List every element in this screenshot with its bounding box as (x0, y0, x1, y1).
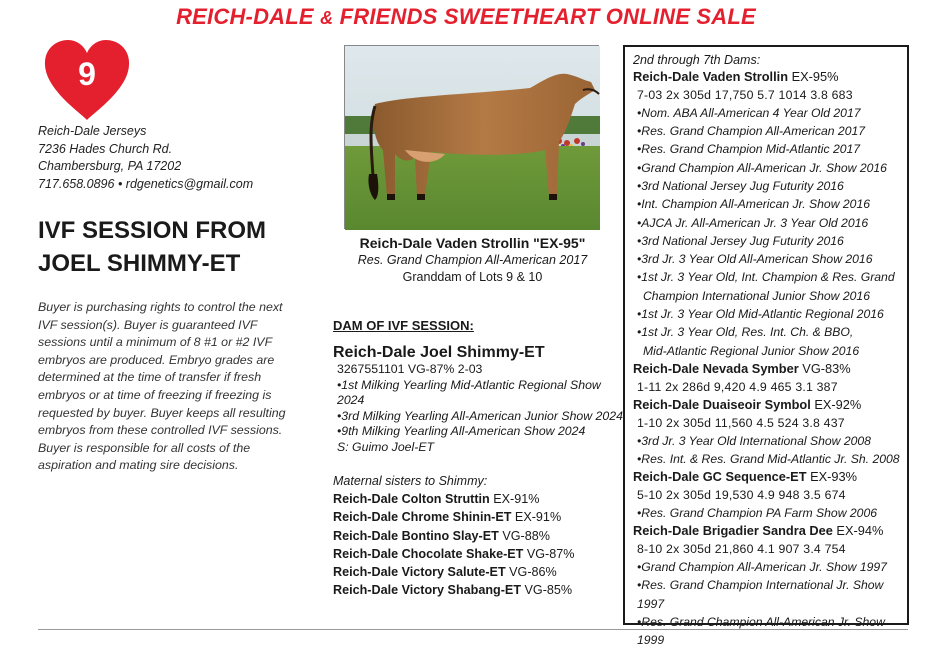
dam-name: Reich-Dale Joel Shimmy-ET (333, 344, 545, 361)
sister-item (333, 508, 623, 526)
dam-record: 7-03 2x 305d 17,750 5.7 1014 3.8 683 (637, 87, 853, 102)
sister-name: Reich-Dale Victory Salute-ET (333, 565, 506, 580)
sister-name: Reich-Dale Bontino Slay-ET (333, 528, 499, 543)
dam-award: •1st Jr. 3 Year Old, Res. Int. Ch. & BBO, (637, 325, 854, 340)
dam-section (333, 318, 628, 456)
dam-award: •Res. Grand Champion Mid-Atlantic 2017 (637, 142, 861, 157)
dam-score: VG-83% (798, 360, 851, 376)
sister-score: VG-85% (521, 583, 573, 598)
dam-award: •Grand Champion All-American Jr. Show 1997 (637, 560, 887, 575)
pedigree-dam-name (633, 360, 901, 378)
sister-item (333, 563, 623, 581)
dam-award: •9th Milking Yearling All-American Show 2024 (337, 424, 586, 439)
sister-item (333, 527, 623, 545)
dam-heading: DAM OF IVF SESSION: (333, 318, 474, 333)
sister-name: Reich-Dale Chrome Shinin-ET (333, 510, 512, 525)
dam-award: •1st Jr. 3 Year Old Mid-Atlantic Regional 2016 (637, 307, 884, 322)
lot-number-badge (42, 38, 132, 122)
sister-score: VG-88% (498, 528, 550, 543)
pedigree-dams-box (623, 45, 909, 648)
dam-name-text: Reich-Dale GC Sequence-ET (633, 469, 807, 485)
sale-title-amp: & (320, 8, 334, 28)
pedigree-dam-name (633, 396, 901, 414)
consignor-city: Chambersburg, PA 17202 (38, 159, 182, 173)
sale-title-part1: REICH-DALE (176, 4, 314, 29)
dam-award: •3rd Jr. 3 Year Old International Show 2008 (637, 433, 871, 448)
jersey-cow-image (345, 46, 600, 230)
dam-award: •Nom. ABA All-American 4 Year Old 2017 (637, 105, 861, 120)
dam-award: •3rd Milking Yearling All-American Junior Show 2024 (337, 408, 623, 423)
pedigree-dam-name (633, 522, 901, 540)
dam-name-text: Reich-Dale Duaiseoir Symbol (633, 396, 811, 412)
sister-name: Reich-Dale Colton Struttin (333, 492, 490, 507)
dam-award: •3rd National Jersey Jug Futurity 2016 (637, 178, 844, 193)
dam-record: 1-10 2x 305d 11,560 4.5 524 3.8 437 (637, 415, 845, 430)
sister-item (333, 490, 623, 508)
sale-title (0, 4, 932, 30)
dam-award: •1st Milking Yearling Mid-Atlantic Regional Show 2024 (337, 377, 601, 408)
cow-photo (344, 45, 599, 229)
dam-sire: S: Guimo Joel-ET (337, 439, 435, 454)
consignor-address: 7236 Hades Church Rd. (38, 141, 173, 156)
dam-award: •3rd National Jersey Jug Futurity 2016 (637, 233, 844, 248)
lot-title-line2: JOEL SHIMMY-ET (38, 250, 241, 277)
pedigree-dam-name (633, 68, 901, 86)
sister-name: Reich-Dale Chocolate Shake-ET (333, 546, 524, 561)
sister-item (333, 545, 623, 563)
dam-score: EX-92% (810, 396, 862, 412)
dam-award: •Res. Grand Champion PA Farm Show 2006 (637, 505, 877, 520)
consignor-phone-email: 717.658.0896 • rdgenetics@gmail.com (38, 176, 254, 191)
photo-caption-award: Res. Grand Champion All-American 2017 (357, 253, 588, 267)
lot-number: 9 (78, 56, 96, 92)
lot-title-line1: IVF SESSION FROM (38, 217, 267, 244)
sister-score: VG-87% (523, 546, 575, 561)
sister-item (333, 581, 623, 599)
dam-award: •Int. Champion All-American Jr. Show 2016 (637, 197, 870, 212)
dam-award-continued: Champion International Junior Show 2016 (643, 288, 870, 303)
sister-score: VG-86% (505, 565, 557, 580)
consignor-name: Reich-Dale Jerseys (38, 124, 147, 138)
sister-score: EX-91% (489, 492, 540, 507)
dam-record: 1-11 2x 286d 9,420 4.9 465 3.1 387 (637, 379, 838, 394)
photo-caption-name: Reich-Dale Vaden Strollin "EX-95" (359, 235, 586, 251)
dam-award-continued: Mid-Atlantic Regional Junior Show 2016 (643, 343, 860, 358)
dams-box-heading: 2nd through 7th Dams: (633, 53, 761, 67)
dam-award: •1st Jr. 3 Year Old, Int. Champion & Res. Grand (637, 270, 895, 285)
dam-award: •AJCA Jr. All-American Jr. 3 Year Old 2016 (637, 215, 869, 230)
sister-name: Reich-Dale Victory Shabang-ET (333, 583, 522, 598)
dam-name-text: Reich-Dale Vaden Strollin (633, 69, 789, 84)
dam-name-text: Reich-Dale Brigadier Sandra Dee (633, 523, 833, 539)
dam-id-line: 3267551101 VG-87% 2-03 (337, 362, 483, 376)
maternal-sisters (333, 472, 623, 599)
dam-award: •Res. Grand Champion All-American Jr. Show 1999 (637, 614, 885, 648)
sale-terms: Buyer is purchasing rights to control the next IVF session(s). Buyer is guaranteed IVF sessions until a minimum of 8 #1 or #2 IVF embryos are produced. Embryo grades are determined at the time of transfer if fresh embryos or at time of freezing if freezing is requested by buyer. Buyer keeps all resulting embryos from these controlled IVF sessions. Buyer is responsible for all costs of the aspiration and mating sire decisions. (38, 300, 286, 473)
dam-award: •Res. Int. & Res. Grand Mid-Atlantic Jr. Sh. 2008 (637, 451, 900, 466)
dam-award: •Grand Champion All-American Jr. Show 2016 (637, 160, 887, 175)
sale-title-part2: FRIENDS SWEETHEART ONLINE SALE (339, 4, 756, 29)
lot-title (38, 214, 266, 280)
consignor-contact (38, 123, 253, 193)
dam-award: •Res. Grand Champion International Jr. Show 1997 (637, 578, 884, 611)
dam-score: EX-93% (806, 469, 858, 485)
dam-name-text: Reich-Dale Nevada Symber (633, 360, 799, 376)
photo-caption (335, 235, 610, 286)
sister-score: EX-91% (511, 510, 562, 525)
dam-score: EX-95% (788, 69, 839, 84)
dam-award: •3rd Jr. 3 Year Old All-American Show 2016 (637, 252, 873, 267)
dam-record: 8-10 2x 305d 21,860 4.1 907 3.4 754 (637, 542, 846, 557)
pedigree-dam-name (633, 468, 901, 486)
bottom-divider (38, 629, 908, 630)
dam-record: 5-10 2x 305d 19,530 4.9 948 3.5 674 (637, 487, 846, 502)
dam-award: •Res. Grand Champion All-American 2017 (637, 124, 866, 139)
sisters-heading: Maternal sisters to Shimmy: (333, 474, 488, 488)
photo-caption-note: Granddam of Lots 9 & 10 (402, 270, 543, 284)
dam-score: EX-94% (832, 523, 884, 539)
